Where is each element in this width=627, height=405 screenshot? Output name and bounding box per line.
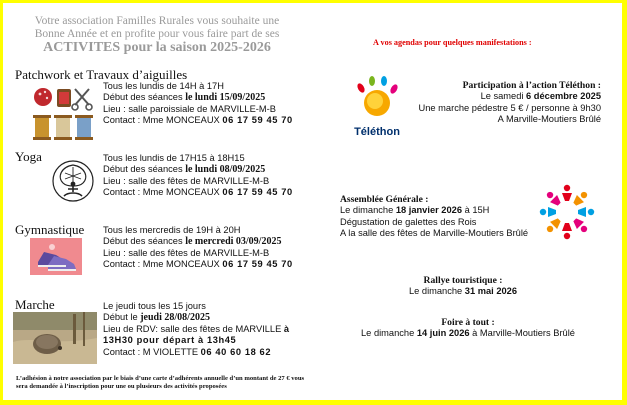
patchwork-start: Début des séances le lundi 15/09/2025 [103,92,266,104]
yoga-contact: Contact : Mme MONCEAUX 06 17 59 45 70 [103,187,293,198]
yoga-phone: 06 17 59 45 70 [222,187,293,198]
yoga-place: Lieu : salle des fêtes de MARVILLE-M-B [103,175,270,186]
gym-phone: 06 17 59 45 70 [222,259,293,270]
patchwork-contact: Contact : Mme MONCEAUX 06 17 59 45 70 [103,115,293,126]
fair-date: Le dimanche 14 juin 2026 à Marville-Moutiers Brûlé [361,328,575,339]
patchwork-phone: 06 17 59 45 70 [222,115,293,126]
walk-title: Marche [15,297,55,312]
fair-event [348,317,588,340]
yoga-tree-icon [51,159,95,203]
patchwork-details [103,81,293,127]
patchwork-schedule: Tous les lundis de 14H à 17H [103,81,224,91]
walk-phone: 06 40 60 18 62 [200,346,272,357]
telethon-logo-text: Téléthon [354,126,400,138]
assembly-event [340,194,550,240]
walk-schedule: Le jeudi tous les 15 jours [103,301,206,311]
rally-title: Rallye touristique : [423,275,503,286]
rally-event [383,275,543,298]
telethon-desc: Une marche pédestre 5 € / personne à 9h30 [418,102,601,113]
assembly-date: Le dimanche 18 janvier 2026 à 15H [340,205,490,216]
assembly-place: A la salle des fêtes de Marville-Moutiers Brûlé [340,228,529,239]
telethon-event [403,80,601,126]
walk-departure: 13H30 pour départ à 13h45 [103,335,237,346]
walk-start: Début le jeudi 28/08/2025 [103,312,210,324]
patchwork-place: Lieu : salle paroissiale de MARVILLE-M-B [103,103,276,114]
walk-start-date: jeudi 28/08/2025 [140,312,210,324]
intro-line-3: ACTIVITES pour la saison 2025-2026 [43,40,271,55]
intro-line-2: Bonne Année et en profite pour vous faire part de ses [34,27,280,40]
yoga-details [103,153,293,199]
assembly-title: Assemblée Générale : [340,194,429,205]
walk-contact: Contact : M VIOLETTE 06 40 60 18 62 [103,346,272,357]
sewing-supplies-icon [29,83,99,141]
gym-start: Début des séances le mercredi 03/09/2025 [103,236,282,248]
gym-start-date: le mercredi 03/09/2025 [185,236,282,248]
yoga-title: Yoga [15,149,42,164]
walk-place: Lieu de RDV: salle des fêtes de MARVILLE à [103,323,290,334]
rally-date: Le dimanche 31 mai 2026 [408,286,518,297]
people-circle-figures [540,185,594,239]
yoga-schedule: Tous les lundis de 17H15 à 18H15 [103,153,245,163]
gym-shoes-icon [30,238,82,275]
fair-title: Foire à tout : [441,317,495,328]
gym-contact: Contact : Mme MONCEAUX 06 17 59 45 70 [103,259,293,270]
telethon-logo [351,73,403,138]
flyer-page [3,3,622,400]
people-circle-icon [536,181,598,243]
telethon-date: Le samedi 6 décembre 2025 [480,91,601,102]
assembly-desc: Dégustation de galettes des Rois [340,216,477,227]
telethon-place: A Marville-Moutiers Brûlé [497,114,601,125]
gym-details [103,225,293,271]
intro-line-1: Votre association Familles Rurales vous souhaite une [34,15,280,27]
patchwork-start-date: le lundi 15/09/2025 [185,92,266,104]
intro-header [23,15,291,55]
patchwork-title: Patchwork et Travaux d’aiguilles [15,67,188,82]
gym-schedule: Tous les mercredis de 19H à 20H [103,225,241,235]
telethon-title: Participation à l’action Téléthon : [462,80,601,91]
walk-details [103,301,290,358]
gym-place: Lieu : salle des fêtes de MARVILLE-M-B [103,247,270,258]
membership-footnote: L’adhésion à notre association par le biais d’une carte d’adhérents annuelle d’un montant de 27 € vous sera demandée à l’inscription pour une ou plusieurs des activités proposées [16,375,305,390]
agenda-title: A vos agendas pour quelques manifestations : [373,38,532,47]
yoga-start: Début des séances le lundi 08/09/2025 [103,164,266,176]
gym-title: Gymnastique [15,222,85,237]
yoga-start-date: le lundi 08/09/2025 [185,164,266,176]
walking-hedgehog-photo [13,312,97,364]
